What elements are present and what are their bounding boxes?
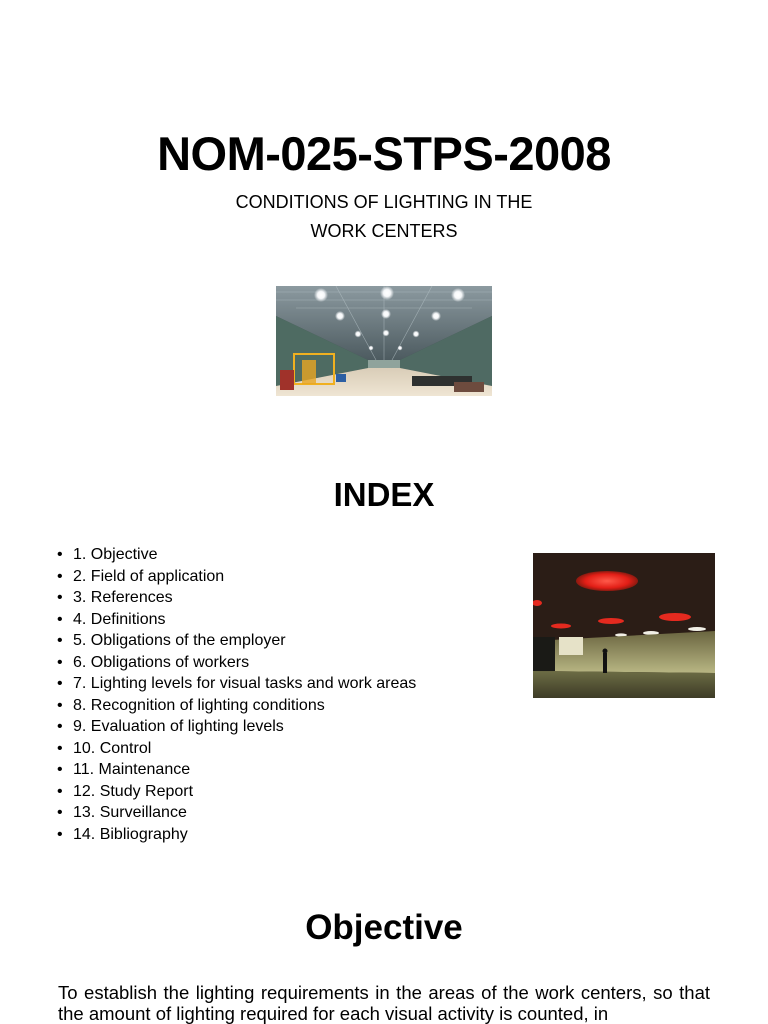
list-item	[57, 759, 416, 781]
bullet: •	[57, 567, 63, 585]
subtitle-line-1: CONDITIONS OF LIGHTING IN THE	[235, 192, 533, 212]
list-item-label: 8. Recognition of lighting conditions	[73, 696, 325, 714]
bullet: •	[57, 589, 63, 606]
bullet: •	[57, 825, 63, 843]
list-item	[57, 609, 416, 631]
list-item	[57, 544, 416, 566]
bullet: •	[57, 653, 63, 671]
list-item-label: 7. Lighting levels for visual tasks and work areas	[73, 675, 417, 692]
objective-text: To establish the lighting requirements in the areas of the work centers, so that the amount of lighting required for each visual activity is counted, in	[58, 982, 710, 1024]
list-item-label: 14. Bibliography	[73, 825, 188, 843]
list-item-label: 5. Obligations of the employer	[73, 632, 286, 649]
bullet: •	[57, 546, 63, 563]
list-item	[57, 802, 416, 824]
list-item-label: 4. Definitions	[73, 610, 166, 628]
list-item-label: 10. Control	[73, 739, 152, 757]
list-item	[57, 781, 416, 803]
bullet: •	[57, 804, 63, 821]
index-list	[57, 544, 416, 845]
list-item	[57, 566, 416, 588]
document-title: NOM-025-STPS-2008	[157, 127, 611, 180]
list-item-label: 13. Surveillance	[73, 804, 187, 821]
bullet: •	[57, 761, 63, 778]
bullet: •	[57, 632, 63, 649]
list-item-label: 9. Evaluation of lighting levels	[73, 718, 284, 735]
list-item	[57, 587, 416, 609]
list-item-label: 3. References	[73, 589, 173, 606]
list-item-label: 2. Field of application	[73, 567, 225, 585]
list-item	[57, 673, 416, 695]
list-item-label: 1. Objective	[73, 546, 158, 563]
list-item-label: 12. Study Report	[73, 782, 194, 800]
lit-room-photo	[533, 553, 715, 698]
list-item-label: 6. Obligations of workers	[73, 653, 250, 671]
list-item	[57, 630, 416, 652]
list-item	[57, 695, 416, 717]
list-item	[57, 738, 416, 760]
bullet: •	[57, 696, 63, 714]
bullet: •	[57, 782, 63, 800]
document-subtitle	[0, 188, 768, 246]
list-item	[57, 716, 416, 738]
list-item	[57, 824, 416, 846]
warehouse-photo	[276, 286, 492, 396]
bullet: •	[57, 675, 63, 692]
bullet: •	[57, 718, 63, 735]
bullet: •	[57, 610, 63, 628]
bullet: •	[57, 739, 63, 757]
list-item-label: 11. Maintenance	[73, 761, 191, 778]
objective-heading: Objective	[305, 908, 463, 947]
subtitle-line-2: WORK CENTERS	[310, 221, 458, 241]
index-heading: INDEX	[333, 476, 435, 513]
list-item	[57, 652, 416, 674]
